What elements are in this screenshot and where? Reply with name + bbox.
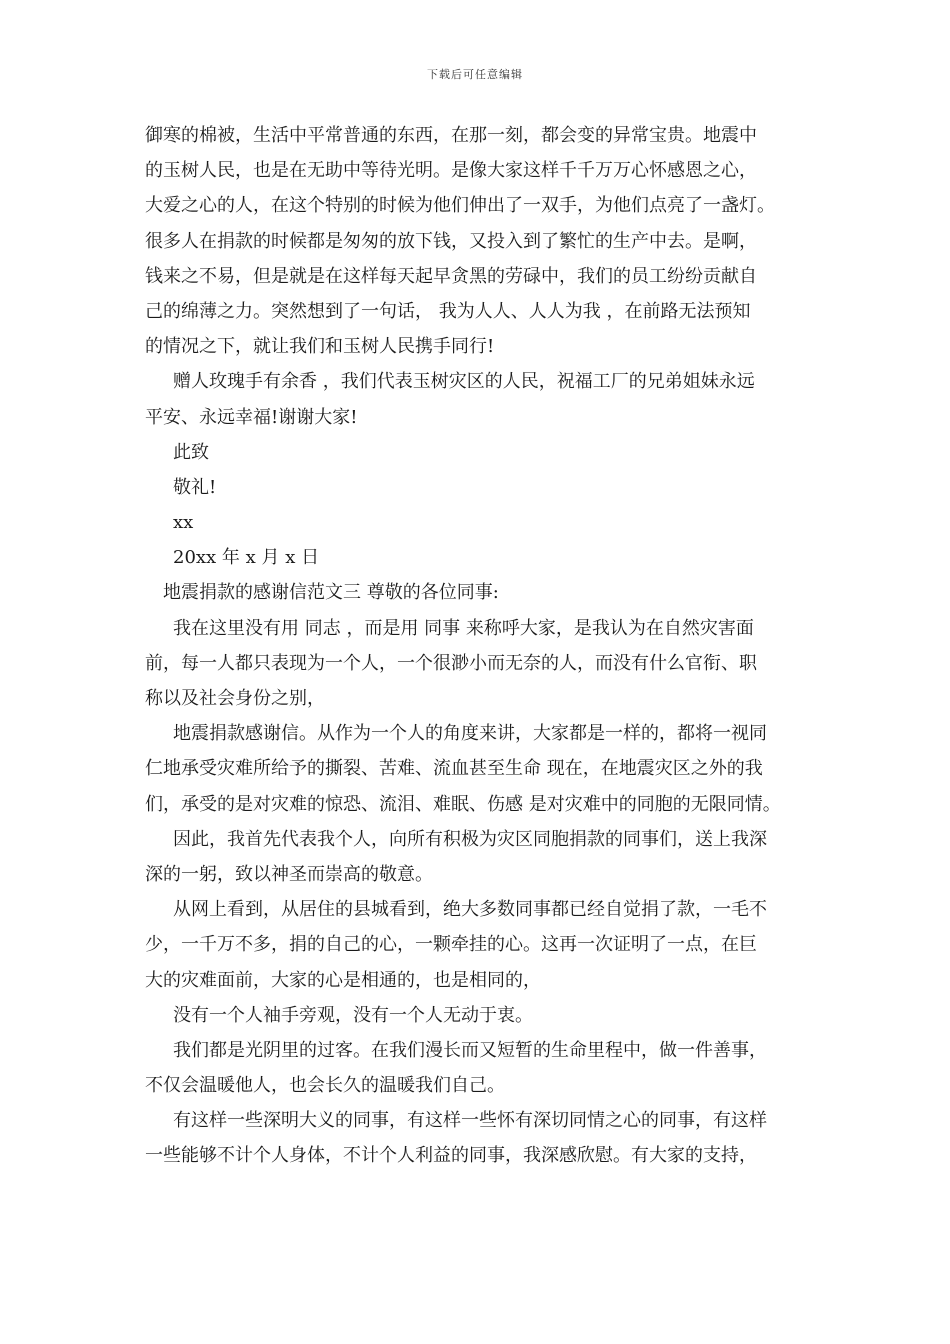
text-line: 钱来之不易，但是就是在这样每天起早贪黑的劳碌中，我们的员工纷纷贡献自	[145, 265, 757, 287]
text-line: 敬礼!	[173, 476, 217, 498]
text-line: 我在这里没有用 同志 ，而是用 同事 来称呼大家，是我认为在自然灾害面	[173, 617, 754, 639]
text-line: 大爱之心的人，在这个特别的时候为他们伸出了一双手，为他们点亮了一盏灯。	[145, 195, 775, 217]
text-line: 大的灾难面前，大家的心是相通的，也是相同的，	[145, 969, 541, 991]
text-line: 深的一躬，致以神圣而崇高的敬意。	[145, 863, 433, 885]
text-line: 一些能够不计个人身体，不计个人利益的同事，我深感欣慰。有大家的支持，	[145, 1145, 757, 1167]
text-line: 很多人在捐款的时候都是匆匆的放下钱，又投入到了繁忙的生产中去。是啊，	[145, 230, 757, 252]
text-line: 20xx 年 x 月 x 日	[173, 547, 320, 569]
text-line: 的玉树人民，也是在无助中等待光明。是像大家这样千千万万心怀感恩之心，	[145, 160, 757, 182]
text-line: 有这样一些深明大义的同事，有这样一些怀有深切同情之心的同事，有这样	[173, 1110, 767, 1132]
text-line: 不仅会温暖他人，也会长久的温暖我们自己。	[145, 1075, 505, 1097]
text-line: 平安、永远幸福!谢谢大家!	[145, 406, 358, 428]
text-line: 仁地承受灾难所给予的撕裂、苦难、流血甚至生命 现在，在地震灾区之外的我	[145, 758, 763, 780]
text-line: 赠人玫瑰手有余香 ，我们代表玉树灾区的人民，祝福工厂的兄弟姐妹永远	[173, 371, 755, 393]
text-line: 没有一个人袖手旁观，没有一个人无动于衷。	[173, 1004, 533, 1026]
text-line: 称以及社会身份之别，	[145, 688, 325, 709]
text-line: xx	[173, 512, 194, 534]
text-line: 我们都是光阴里的过客。在我们漫长而又短暂的生命里程中，做一件善事，	[173, 1039, 767, 1061]
text-line: 地震捐款感谢信。从作为一个人的角度来讲，大家都是一样的，都将一视同	[173, 723, 767, 745]
header-note: 下载后可任意编辑	[427, 68, 523, 81]
text-line: 们，承受的是对灾难的惊恐、流泪、难眠、伤感 是对灾难中的同胞的无限同情。	[145, 793, 781, 815]
text-line: 己的绵薄之力。突然想到了一句话， 我为人人、人人为我 ，在前路无法预知	[145, 300, 751, 322]
text-line: 御寒的棉被，生活中平常普通的东西，在那一刻，都会变的异常宝贵。地震中	[145, 125, 757, 146]
text-line: 从网上看到，从居住的县城看到，绝大多数同事都已经自觉捐了款，一毛不	[173, 899, 767, 921]
text-line: 的情况之下，就让我们和玉树人民携手同行!	[145, 336, 495, 358]
body-text	[145, 118, 825, 1174]
text-line: 地震捐款的感谢信范文三 尊敬的各位同事:	[163, 582, 499, 604]
text-line: 此致	[173, 441, 209, 463]
text-line: 少，一千万不多，捐的自己的心，一颗牵挂的心。这再一次证明了一点，在巨	[145, 934, 757, 956]
text-line: 因此，我首先代表我个人，向所有积极为灾区同胞捐款的同事们，送上我深	[173, 828, 767, 850]
text-line: 前，每一人都只表现为一个人，一个很渺小而无奈的人，而没有什么官衔、职	[145, 652, 757, 674]
